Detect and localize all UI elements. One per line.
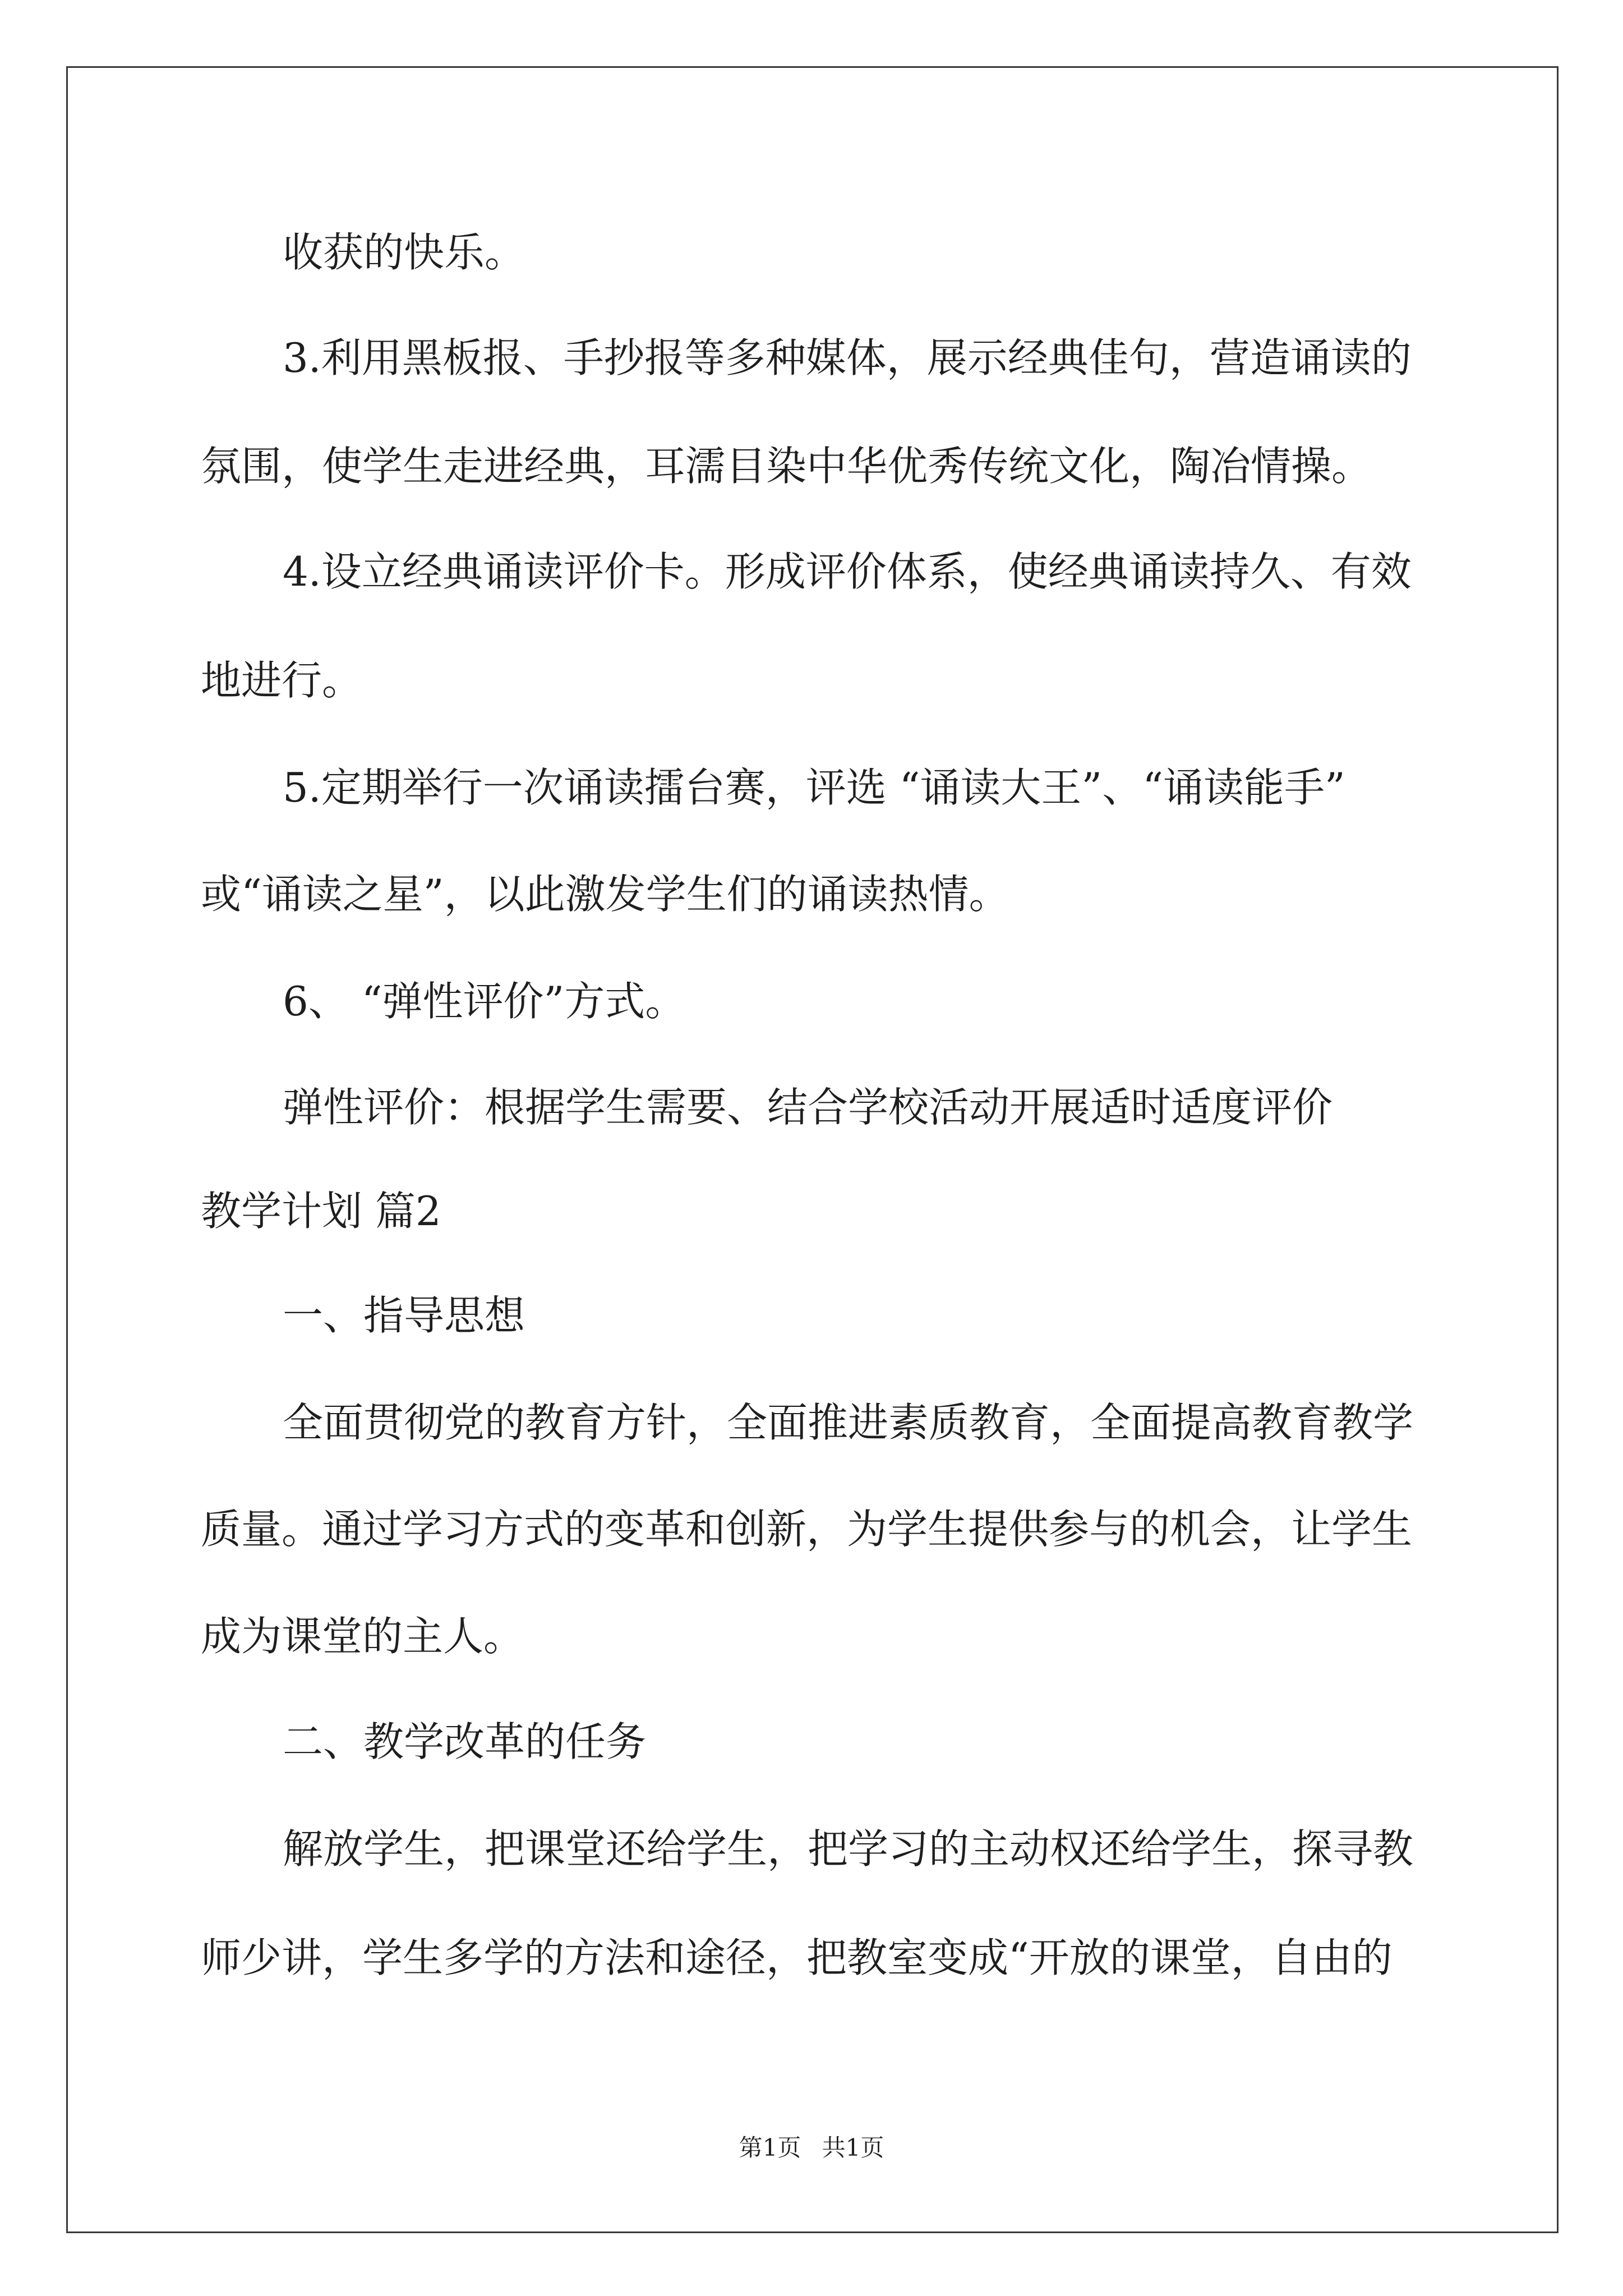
paragraph-line: 师少讲，学生多学的方法和途径，把教室变成“开放的课堂，自由的 bbox=[201, 1934, 1393, 1981]
paragraph-line: 全面贯彻党的教育方针，全面推进素质教育，全面提高教育教学 bbox=[283, 1399, 1414, 1446]
page-number-footer: 第1页 共1页 bbox=[739, 2134, 884, 2161]
subsection-heading: 二、教学改革的任务 bbox=[283, 1718, 647, 1765]
paragraph-line: 氛围，使学生走进经典，耳濡目染中华优秀传统文化，陶冶情操。 bbox=[201, 443, 1372, 490]
paragraph-line: 3.利用黑板报、手抄报等多种媒体，展示经典佳句，营造诵读的 bbox=[283, 334, 1412, 381]
paragraph-line: 质量。通过学习方式的变革和创新，为学生提供参与的机会，让学生 bbox=[201, 1506, 1413, 1553]
page-border bbox=[66, 66, 1559, 2233]
subsection-heading: 一、指导思想 bbox=[283, 1292, 525, 1339]
paragraph-line: 解放学生，把课堂还给学生，把学习的主动权还给学生，探寻教 bbox=[283, 1825, 1414, 1872]
paragraph-line: 4.设立经典诵读评价卡。形成评价体系，使经典诵读持久、有效 bbox=[283, 548, 1412, 595]
paragraph-line: 6、 “弹性评价”方式。 bbox=[283, 978, 686, 1025]
paragraph-line: 5.定期举行一次诵读擂台赛，评选 “诵读大王”、“诵读能手” bbox=[283, 764, 1345, 811]
section-heading: 教学计划 篇2 bbox=[201, 1188, 441, 1235]
paragraph-line: 成为课堂的主人。 bbox=[201, 1613, 524, 1660]
paragraph-line: 或“诵读之星”，以此激发学生们的诵读热情。 bbox=[201, 871, 1009, 918]
paragraph-line: 弹性评价：根据学生需要、结合学校活动开展适时适度评价 bbox=[283, 1084, 1333, 1131]
paragraph-line: 收获的快乐。 bbox=[283, 229, 525, 276]
paragraph-line: 地进行。 bbox=[201, 657, 363, 704]
